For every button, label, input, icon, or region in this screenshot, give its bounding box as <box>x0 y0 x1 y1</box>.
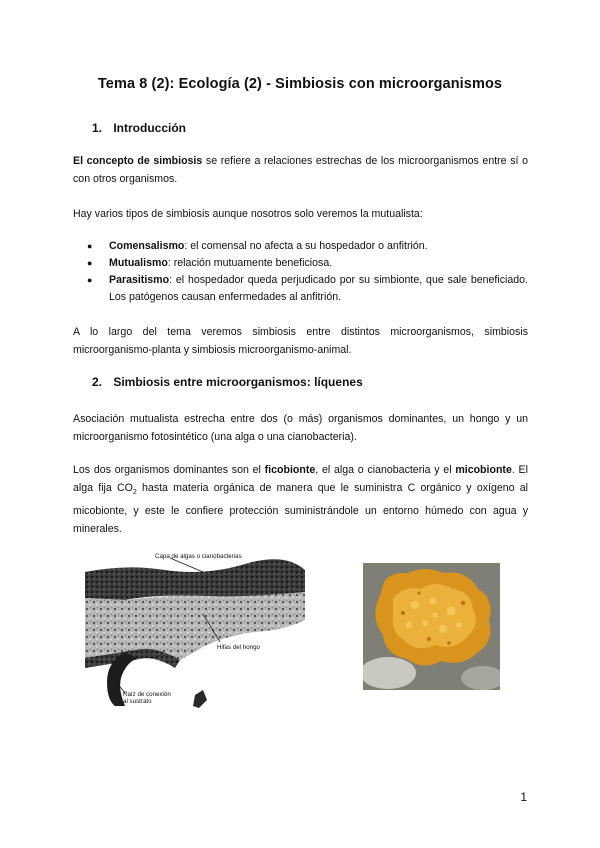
simbiosis-types-list <box>73 238 528 306</box>
list-item <box>73 255 528 272</box>
paragraph-simbiosis-concept <box>73 152 528 188</box>
paragraph-text: hasta materia orgánica de manera que le suministra C orgánico y oxígeno al micobionte, y este le confiere protección suministrándole un entorno húmedo con agua y minerales. <box>73 482 528 536</box>
list-text: : el hospedador queda perjudicado por su simbionte, que sale beneficiado. Los patógenos causan enfermedades al anfitrión. <box>109 274 528 303</box>
list-item <box>73 272 528 306</box>
paragraph-text: , el alga o cianobacteria y el <box>315 464 456 476</box>
lichen-cross-section-figure <box>85 550 305 710</box>
page-title: Tema 8 (2): Ecología (2) - Simbiosis con microorganismos <box>97 76 503 92</box>
paragraph-text: se refiere a relaciones estrechas de los microorganismos entre sí o con otros organismos. <box>73 155 528 185</box>
bullet-icon: ● <box>87 275 93 285</box>
hyphae-layer-shape <box>85 592 305 660</box>
list-item <box>73 238 528 255</box>
algal-layer-shape <box>85 559 305 600</box>
list-term: Comensalismo <box>109 240 185 252</box>
subscript: 2 <box>132 489 137 497</box>
section-heading-introduccion <box>92 121 186 135</box>
paragraph-asociacion: Asociación mutualista estrecha entre dos (o más) organismos dominantes, un hongo y un microorganismo fotosintético (una alga o una cianobacteria). <box>73 413 528 443</box>
section-heading-liquenes <box>92 375 363 389</box>
paragraph-text: . El alga fija CO <box>73 464 528 494</box>
paragraph-tema-scope: A lo largo del tema veremos simbiosis entre distintos microorganismos, simbiosis microorganismo-planta y simbiosis microorganismo-animal. <box>73 326 528 356</box>
substrate-fragment-shape <box>193 690 207 708</box>
bold-term: ficobionte <box>264 464 316 476</box>
label-rhizine-line2: al sustrato <box>123 698 152 705</box>
lichen-photo-figure <box>363 563 500 690</box>
label-algal-layer: Capa de algas o cianobacterias <box>155 553 242 560</box>
bold-term: micobionte <box>455 464 512 476</box>
paragraph-organismos-dominantes <box>73 461 528 538</box>
section-title: Simbiosis entre microorganismos: líquenes <box>113 375 363 389</box>
list-text: : relación mutuamente beneficiosa. <box>167 257 333 269</box>
list-term: Mutualismo <box>109 257 168 269</box>
list-text: : el comensal no afecta a su hospedador o anfitrión. <box>184 240 428 252</box>
paragraph-text: Los dos organismos dominantes son el <box>73 464 265 476</box>
list-term: Parasitismo <box>109 274 170 286</box>
page-number: 1 <box>520 790 527 804</box>
label-hyphae: Hifas del hongo <box>217 644 260 651</box>
bold-term: El concepto de simbiosis <box>73 155 203 167</box>
section-number: 2. <box>92 375 103 389</box>
paragraph-tipos: Hay varios tipos de simbiosis aunque nosotros solo veremos la mutualista: <box>73 208 423 220</box>
label-rhizine-line1: Raíz de conexión <box>123 691 171 698</box>
section-number: 1. <box>92 121 103 135</box>
section-title: Introducción <box>113 121 187 135</box>
bullet-icon: ● <box>87 241 93 251</box>
pointer-line <box>170 558 203 572</box>
bullet-icon: ● <box>87 258 93 268</box>
